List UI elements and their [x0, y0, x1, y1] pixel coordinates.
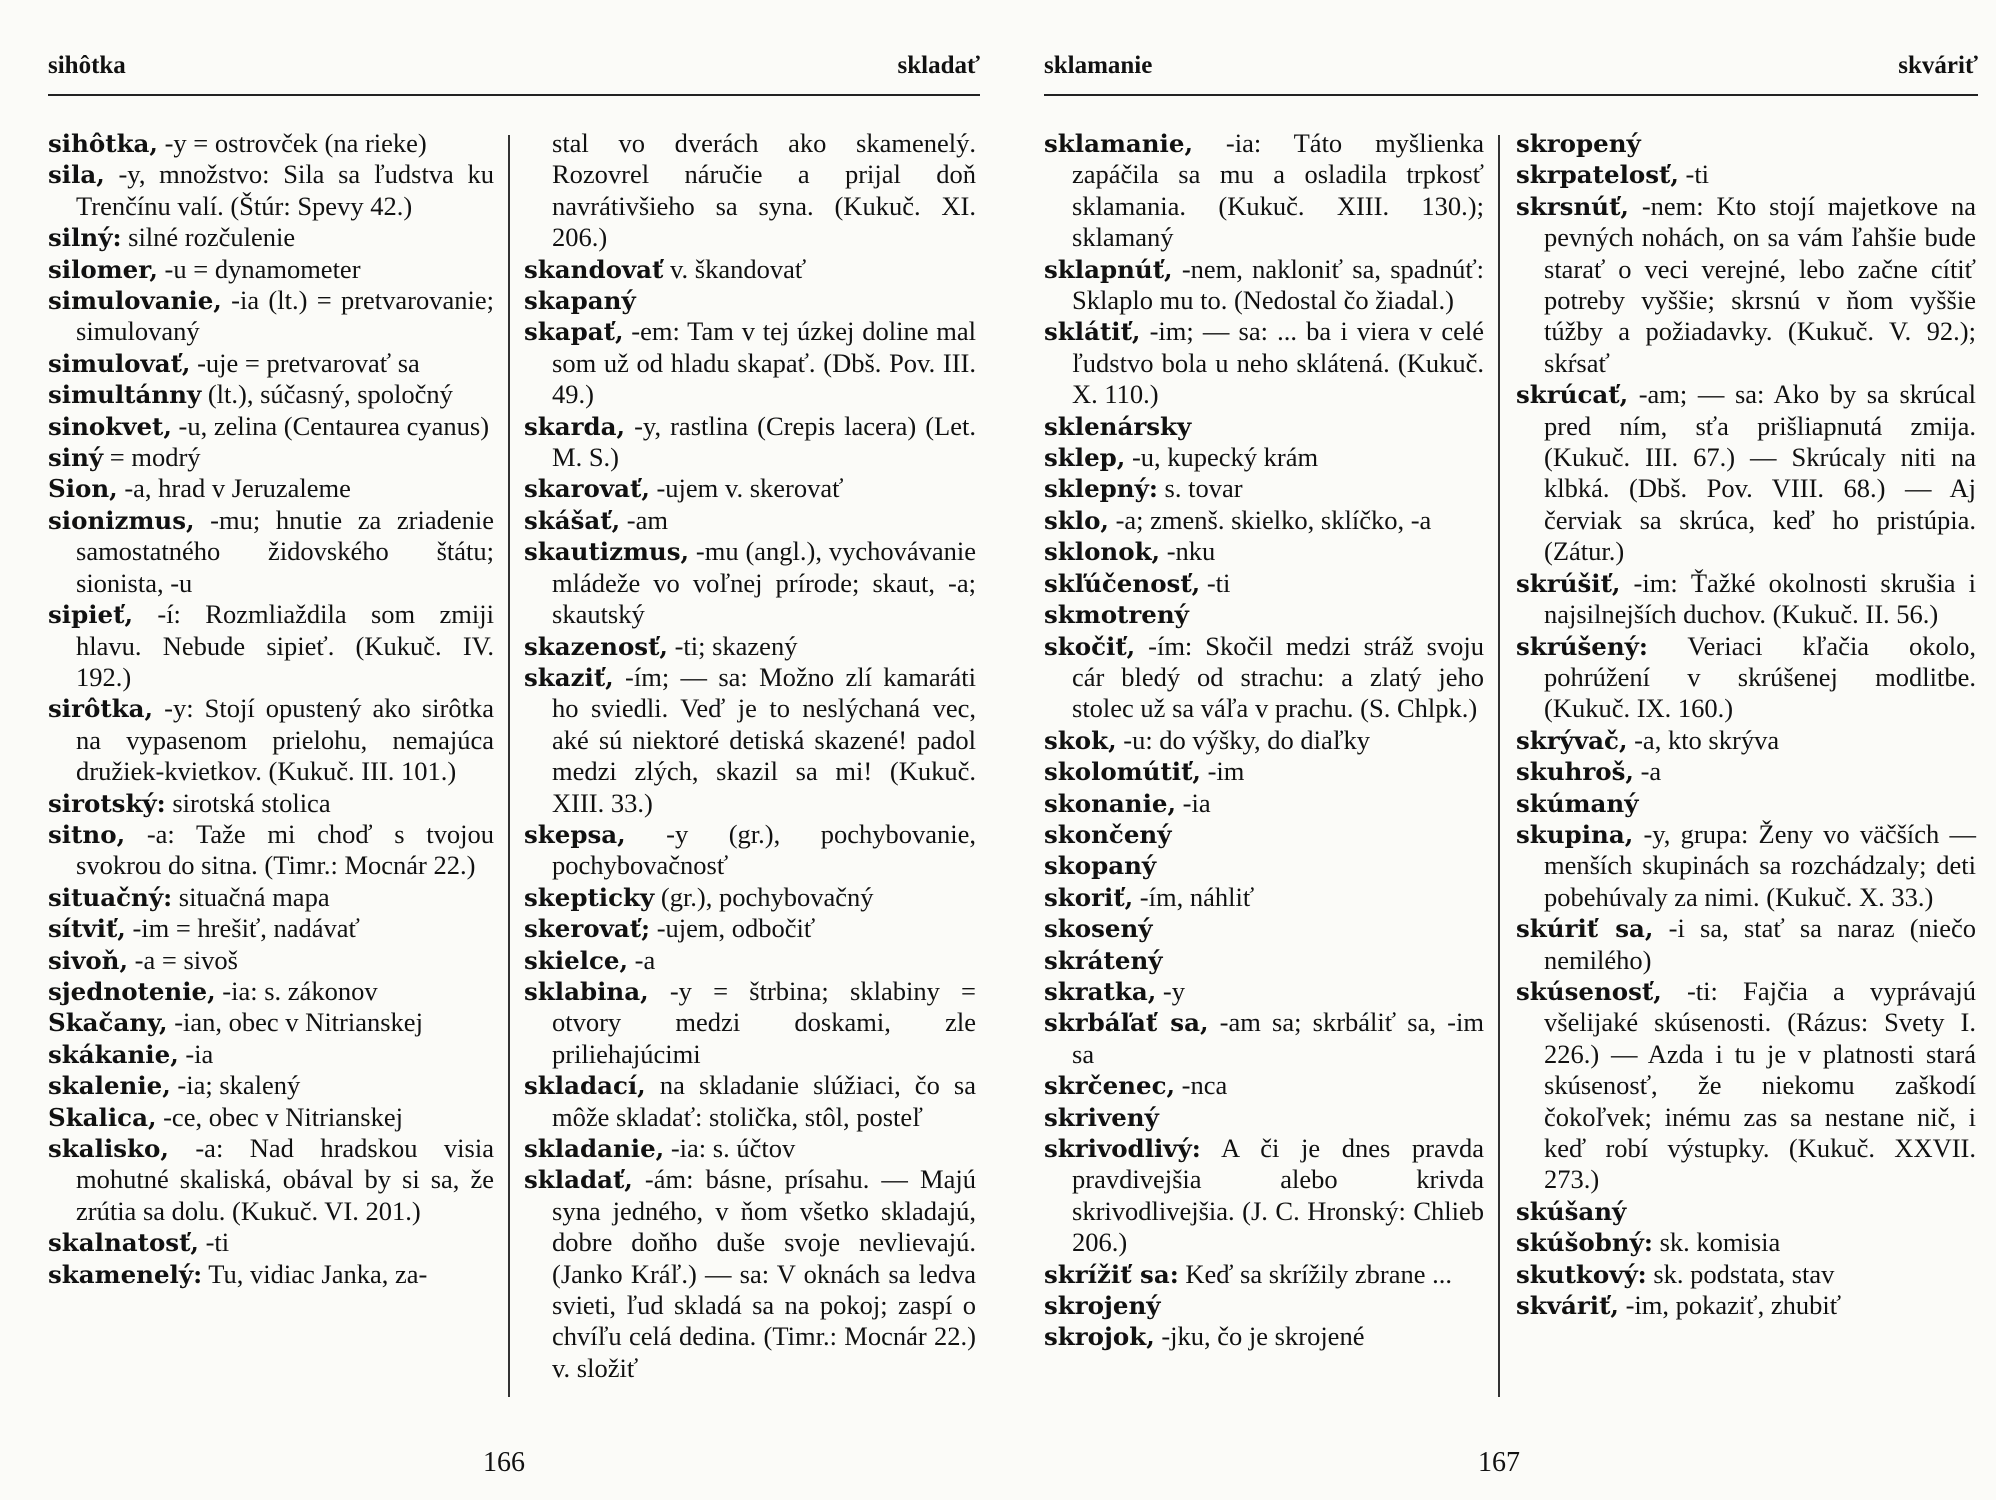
entry-definition: -y (gr.), pochybovanie, pochybovačnosť	[552, 818, 976, 881]
entry-definition: sirotská stolica	[165, 787, 331, 818]
entry-headword: skapať,	[524, 317, 624, 347]
entry-definition: -ti; skazený	[667, 630, 798, 661]
entry-definition: -am sa; skrbáliť sa, -im sa	[1072, 1007, 1484, 1069]
header-last-word: skváriť	[1898, 52, 1978, 79]
entry-headword: sinokvet,	[48, 411, 172, 441]
entry-definition: sk. podstata, stav	[1646, 1258, 1835, 1289]
entry-definition: -ím, náhliť	[1133, 881, 1255, 912]
header-first-word: sklamanie	[1044, 52, 1153, 79]
dictionary-entry	[524, 316, 976, 410]
entry-definition: -u = dynamometer	[157, 253, 361, 284]
entry-headword: skúšobný:	[1516, 1228, 1653, 1258]
entry-definition: -ujem, odbočiť	[650, 913, 816, 944]
dictionary-entry	[1044, 756, 1484, 787]
entry-definition: -ujem v. skerovať	[649, 473, 844, 504]
entry-headword: skrsnúť,	[1516, 191, 1629, 221]
dictionary-entry	[1044, 599, 1484, 630]
entry-headword: skrčenec,	[1044, 1071, 1176, 1101]
entry-headword: sklep,	[1044, 443, 1126, 473]
entry-headword: skľúčenosť,	[1044, 568, 1201, 598]
entry-headword: Sion,	[48, 474, 118, 504]
dictionary-entry	[1044, 1290, 1484, 1321]
entry-headword: skrbáľať sa,	[1044, 1008, 1209, 1038]
entry-headword: skepticky	[524, 882, 655, 912]
entry-headword: skúmaný	[1516, 788, 1639, 818]
column-divider	[1498, 135, 1500, 1397]
dictionary-entry	[524, 819, 976, 882]
entry-definition: -nem: Kto stojí majetkove na pevných nohách, on sa vám ľahšie bude starať o veci verejné, lebo začne cítiť potreby vyššie; skrsnú v ňom vyššie túžby a požiadavky. (Kukuč. V. 92.); skŕsať	[1544, 190, 1976, 378]
dictionary-entry	[1044, 945, 1484, 976]
dictionary-entry	[524, 505, 976, 536]
entry-definition: -a = sivoš	[128, 944, 238, 975]
entry-definition: -y	[1156, 975, 1185, 1006]
entry-headword: skupina,	[1516, 819, 1634, 849]
entry-headword: sklo,	[1044, 505, 1109, 535]
dictionary-entry	[524, 631, 976, 662]
dictionary-entry	[48, 1259, 494, 1290]
entry-headword: sklenársky	[1044, 411, 1192, 441]
header-first-word: sihôtka	[48, 52, 126, 79]
entry-definition: -nca	[1175, 1070, 1228, 1101]
running-head	[48, 52, 980, 92]
column-divider	[508, 135, 510, 1397]
dictionary-entry	[524, 976, 976, 1070]
entry-definition: -ti: Fajčia a vyprávajú všelijaké skúsenosti. (Rázus: Svety I. 226.) — Azda i tu je v platnosti stará skúsenosť, že niekomu zaškodí čokoľvek; inému zas sa nestane nič, i keď robí výstupky. (Kukuč. XXVII. 273.)	[1544, 975, 1976, 1195]
dictionary-entry	[1516, 191, 1976, 379]
entry-definition: situačná mapa	[172, 881, 330, 912]
entry-headword: skladanie,	[524, 1134, 665, 1163]
entry-definition: na skladanie slúžiaci, čo sa môže skladať: stolička, stôl, posteľ	[552, 1070, 976, 1132]
entry-definition: -a: Nad hradskou visia mohutné skaliská, obával by si sa, že zrútia sa dolu. (Kukuč. VI. 201.)	[76, 1133, 494, 1226]
entry-headword: skladací,	[524, 1071, 646, 1101]
dictionary-entry	[1044, 1070, 1484, 1101]
entry-headword: sklepný:	[1044, 474, 1158, 504]
entry-headword: skočiť,	[1044, 631, 1136, 661]
entry-headword: skaziť,	[524, 662, 614, 692]
dictionary-entry	[48, 159, 494, 222]
dictionary-entry	[1044, 850, 1484, 881]
entry-headword: skamenelý:	[48, 1259, 203, 1289]
entry-definition: -y: Stojí opustený ako sirôtka na vypasenom prielohu, nemajúca družiek-kvietkov. (Kukuč. III. 101.)	[76, 693, 494, 787]
dictionary-entry	[1516, 379, 1976, 567]
entry-headword: sklamanie,	[1044, 129, 1193, 158]
entry-definition: -mu; hnutie za zriadenie samostatného židovského štátu; sionista, -u	[76, 504, 494, 598]
dictionary-entry	[1044, 631, 1484, 725]
dictionary-entry	[1516, 1290, 1976, 1321]
entry-headword: skmotrený	[1044, 600, 1189, 630]
dictionary-entry	[1516, 819, 1976, 913]
entry-definition: -im = hrešiť, nadávať	[125, 913, 360, 944]
entry-headword: skepsa,	[524, 819, 626, 849]
entry-headword: skarda,	[524, 411, 626, 441]
entry-definition: -a	[1633, 756, 1662, 787]
dictionary-entry	[1516, 788, 1976, 819]
dictionary-entry	[48, 882, 494, 913]
dictionary-entry	[524, 536, 976, 630]
entry-headword: skrúcať,	[1516, 380, 1629, 410]
dictionary-entry	[48, 976, 494, 1007]
dictionary-entry	[1516, 913, 1976, 976]
entry-headword: silomer,	[48, 254, 158, 284]
dictionary-entry	[48, 473, 494, 504]
entry-headword: skandovať	[524, 254, 664, 284]
dictionary-entry	[524, 1070, 976, 1133]
entry-headword: simulovať,	[48, 348, 191, 378]
entry-headword: skosený	[1044, 914, 1153, 944]
dictionary-entry	[1044, 316, 1484, 410]
entry-definition: -im: Ťažké okolnosti skrušia i najsilnejších duchov. (Kukuč. II. 56.)	[1544, 567, 1976, 630]
entry-definition: -í: Rozmliaždila som zmiji hlavu. Nebude sipieť. (Kukuč. IV. 192.)	[76, 599, 494, 692]
entry-definition: -y = ostrovček (na rieke)	[157, 128, 427, 158]
header-last-word: skladať	[897, 52, 980, 79]
entry-headword: skúsenosť,	[1516, 976, 1662, 1006]
column-left	[1044, 128, 1484, 1353]
entry-headword: skonanie,	[1044, 788, 1177, 818]
dictionary-entry	[48, 128, 494, 159]
entry-headword: sitno,	[48, 819, 126, 849]
dictionary-entry	[48, 1007, 494, 1038]
dictionary-entry	[48, 693, 494, 787]
entry-definition: -jku, čo je skrojené	[1154, 1321, 1365, 1352]
entry-headword: skúšaný	[1516, 1196, 1627, 1226]
dictionary-entry	[1044, 788, 1484, 819]
dictionary-entry	[1044, 1321, 1484, 1352]
entry-headword: Skalica,	[48, 1102, 157, 1132]
entry-headword: Skačany,	[48, 1008, 168, 1038]
column-left	[48, 128, 494, 1290]
dictionary-entry	[48, 819, 494, 882]
dictionary-entry	[524, 254, 976, 285]
entry-definition: -ia: s. zákonov	[215, 975, 378, 1006]
entry-headword: skrojený	[1044, 1291, 1161, 1321]
entry-definition: Veriaci kľačia okolo, pohrúžení v skrúšenej modlitbe. (Kukuč. IX. 160.)	[1544, 630, 1976, 724]
entry-definition: -ia: s. účtov	[664, 1133, 796, 1163]
entry-definition: Tu, vidiac Janka, za-	[202, 1258, 428, 1289]
running-head	[1044, 52, 1978, 92]
entry-definition: -ce, obec v Nitrianskej	[156, 1101, 403, 1132]
dictionary-entry	[48, 442, 494, 473]
entry-headword: skášať,	[524, 505, 621, 535]
entry-headword: skerovať;	[524, 914, 651, 944]
dictionary-entry	[1516, 976, 1976, 1196]
entry-headword: skrpatelosť,	[1516, 160, 1679, 190]
dictionary-entry	[1044, 536, 1484, 567]
entry-headword: skarovať,	[524, 474, 650, 504]
entry-headword: skalnatosť,	[48, 1228, 199, 1258]
entry-headword: skok,	[1044, 725, 1117, 755]
entry-definition: -ia	[178, 1038, 214, 1069]
entry-definition: -a: Taže mi choď s tvojou svokrou do sitna. (Timr.: Mocnár 22.)	[76, 818, 494, 881]
entry-headword: siný	[48, 443, 104, 473]
entry-headword: skuhroš,	[1516, 757, 1634, 787]
entry-definition: -a; zmenš. skielko, sklíčko, -a	[1108, 504, 1432, 535]
dictionary-entry	[1044, 473, 1484, 504]
entry-definition: -ia	[1176, 787, 1211, 818]
dictionary-entry	[1044, 128, 1484, 254]
entry-definition: -im	[1200, 756, 1245, 787]
dictionary-entry	[1516, 1196, 1976, 1227]
entry-headword: skrúšiť,	[1516, 568, 1621, 598]
dictionary-entry	[1044, 819, 1484, 850]
dictionary-entry	[524, 128, 976, 254]
dictionary-entry	[48, 379, 494, 410]
entry-definition: Keď sa skrížily zbrane ...	[1178, 1258, 1452, 1289]
dictionary-entry	[1516, 159, 1976, 190]
entry-headword: skladať,	[524, 1165, 633, 1195]
entry-definition: -ím; — sa: Možno zlí kamaráti ho sviedli. Veď je to neslýchaná vec, aké sú niektoré detiská skazené! padol medzi zlých, skazil sa mi! (Kukuč. XIII. 33.)	[552, 661, 976, 818]
entry-definition: -a, kto skrýva	[1627, 724, 1780, 755]
entry-headword: sivoň,	[48, 945, 129, 975]
entry-definition: -nem, nakloniť sa, spadnúť: Sklaplo mu to. (Nedostal čo žiadal.)	[1072, 253, 1484, 316]
dictionary-entry	[48, 1070, 494, 1101]
dictionary-entry	[1516, 725, 1976, 756]
header-rule	[48, 94, 980, 96]
entry-definition: -am; — sa: Ako by sa skrúcal pred ním, sťa prišliapnutá zmija. (Kukuč. III. 67.) — Skrúcaly niti na klbká. (Dbš. Pov. VIII. 68.) — Aj červiak sa skrúca, keď ho pristúpia. (Zátur.)	[1544, 379, 1976, 567]
entry-definition: -u, zelina (Centaurea cyanus)	[171, 410, 490, 441]
entry-headword: sipieť,	[48, 600, 133, 630]
entry-definition: (gr.), pochybovačný	[654, 881, 874, 912]
entry-headword: skratka,	[1044, 976, 1157, 1006]
entry-headword: sirotský:	[48, 788, 166, 818]
dictionary-entry	[524, 882, 976, 913]
entry-definition: -a, hrad v Jeruzaleme	[117, 473, 351, 504]
dictionary-entry	[1516, 756, 1976, 787]
entry-headword: skazenosť,	[524, 631, 668, 661]
entry-headword: sklátiť,	[1044, 317, 1141, 347]
entry-headword: skrúšený:	[1516, 631, 1648, 661]
entry-definition: -ia: Táto myšlienka zapáčila sa mu a osladila trpkosť sklamania. (Kukuč. XIII. 130.); sklamaný	[1072, 128, 1484, 253]
column-right	[1516, 128, 1976, 1321]
entry-headword: situačný:	[48, 882, 173, 912]
dictionary-entry	[524, 1164, 976, 1384]
column-right	[524, 128, 976, 1384]
entry-definition: -em: Tam v tej úzkej doline mal som už od hladu skapať. (Dbš. Pov. III. 49.)	[552, 316, 976, 410]
entry-headword: sila,	[48, 160, 105, 190]
entry-definition: -ím: Skočil medzi stráž svoju cár bledý od strachu: a zlatý jeho stolec už sa váľa v prachu. (S. Chlpk.)	[1072, 630, 1484, 724]
entry-headword: skváriť,	[1516, 1291, 1619, 1321]
entry-definition: -y, rastlina (Crepis lacera) (Let. M. S.)	[552, 410, 976, 473]
dictionary-entry	[1044, 1259, 1484, 1290]
dictionary-entry	[1044, 976, 1484, 1007]
entry-definition: s. tovar	[1157, 473, 1243, 504]
entry-headword: skolomútiť,	[1044, 757, 1201, 787]
dictionary-entry	[48, 945, 494, 976]
dictionary-entry	[524, 913, 976, 944]
dictionary-entry	[48, 599, 494, 693]
entry-headword: sklapnúť,	[1044, 254, 1173, 284]
right-page	[998, 0, 1996, 1500]
dictionary-entry	[1516, 631, 1976, 725]
entry-headword: skropený	[1516, 129, 1641, 158]
dictionary-entry	[1044, 568, 1484, 599]
entry-headword: sítviť,	[48, 914, 126, 944]
header-rule	[1044, 94, 1978, 96]
dictionary-entry	[524, 473, 976, 504]
entry-headword: skalenie,	[48, 1071, 171, 1101]
dictionary-entry	[48, 1133, 494, 1227]
entry-definition: = modrý	[103, 442, 201, 473]
entry-headword: sjednotenie,	[48, 976, 216, 1006]
dictionary-entry	[524, 411, 976, 474]
entry-definition: -ti	[198, 1227, 230, 1258]
dictionary-entry	[1516, 568, 1976, 631]
entry-headword: skákanie,	[48, 1039, 179, 1069]
dictionary-entry	[1044, 1007, 1484, 1070]
entry-definition: -im; — sa: ... ba i viera v celé ľudstvo bola u neho sklátená. (Kukuč. X. 110.)	[1072, 316, 1484, 410]
entry-headword: skrížiť sa:	[1044, 1259, 1179, 1289]
entry-headword: skautizmus,	[524, 537, 690, 567]
entry-headword: sklonok,	[1044, 537, 1161, 567]
dictionary-entry	[524, 662, 976, 819]
entry-definition: -uje = pretvarovať sa	[190, 347, 420, 378]
entry-definition: -ia; skalený	[170, 1070, 301, 1101]
entry-definition: (lt.), súčasný, spoločný	[201, 379, 453, 410]
dictionary-entry	[1516, 1259, 1976, 1290]
entry-headword: skrivený	[1044, 1102, 1159, 1132]
entry-definition: -y, grupa: Ženy vo väčších — menších skupinách sa rozchádzaly; deti pobehúvaly za nimi. (Kukuč. X. 33.)	[1544, 818, 1976, 912]
dictionary-entry	[1044, 1133, 1484, 1259]
dictionary-entry	[48, 348, 494, 379]
entry-headword: skrátený	[1044, 945, 1163, 975]
entry-definition: -mu (angl.), vychovávanie mládeže vo voľnej prírode; skaut, -a; skautský	[552, 536, 976, 630]
entry-definition: -nku	[1160, 536, 1216, 567]
entry-definition: -ám: básne, prísahu. — Majú syna jedného, v ňom všetko skladajú, dobre doňho duše svoje nevlievajú. (Janko Kráľ.) — sa: V oknách sa ledva svieti, ľud skladá sa na pokoj; zaspí o chvíľu celá dedina. (Timr.: Mocnár 22.) v. složiť	[552, 1164, 976, 1383]
entry-definition: -ti	[1678, 159, 1710, 190]
entry-definition: -ti	[1200, 567, 1231, 598]
entry-headword: skúriť sa,	[1516, 914, 1654, 944]
dictionary-entry	[1044, 913, 1484, 944]
dictionary-entry	[1044, 505, 1484, 536]
entry-headword: skoriť,	[1044, 882, 1134, 912]
dictionary-entry	[48, 1227, 494, 1258]
entry-headword: skrojok,	[1044, 1322, 1155, 1352]
dictionary-entry	[1044, 1102, 1484, 1133]
dictionary-entry	[1044, 442, 1484, 473]
entry-definition: silné rozčulenie	[121, 222, 296, 253]
dictionary-entry	[48, 1039, 494, 1070]
dictionary-entry	[48, 505, 494, 599]
dictionary-entry	[1044, 882, 1484, 913]
entry-definition: -y = štrbina; sklabiny = otvory medzi doskami, zle priliehajúcimi	[552, 975, 976, 1069]
entry-headword: skončený	[1044, 819, 1172, 849]
dictionary-entry	[48, 254, 494, 285]
entry-definition: -im, pokaziť, zhubiť	[1618, 1290, 1842, 1321]
dictionary-entry	[524, 285, 976, 316]
page-number: 167	[1478, 1447, 1520, 1478]
dictionary-entry	[48, 285, 494, 348]
dictionary-entry	[1516, 1227, 1976, 1258]
entry-headword: sionizmus,	[48, 505, 195, 535]
dictionary-entry	[48, 1102, 494, 1133]
entry-headword: skutkový:	[1516, 1259, 1647, 1289]
entry-definition: -ian, obec v Nitrianskej	[167, 1007, 423, 1038]
dictionary-entry	[1044, 411, 1484, 442]
entry-definition: A či je dnes pravda pravdivejšia alebo krivda skrivodlivejšia. (J. C. Hronský: Chlieb 206.)	[1072, 1133, 1484, 1258]
entry-definition: sk. komisia	[1652, 1227, 1781, 1258]
entry-definition: -ia (lt.) = pretvarovanie; simulovaný	[76, 285, 494, 347]
entry-headword: sklabina,	[524, 976, 649, 1006]
entry-definition: stal vo dverách ako skamenelý. Rozovrel náručie a prijal doň navrátivšieho sa syna. (Kukuč. XI. 206.)	[552, 128, 976, 253]
dictionary-entry	[48, 411, 494, 442]
dictionary-entry	[1044, 254, 1484, 317]
entry-headword: sihôtka,	[48, 129, 158, 158]
entry-headword: simultánny	[48, 380, 202, 410]
dictionary-entry	[524, 945, 976, 976]
entry-headword: sirôtka,	[48, 694, 154, 724]
entry-headword: skrývač,	[1516, 725, 1628, 755]
entry-headword: skapaný	[524, 286, 636, 316]
entry-headword: skalisko,	[48, 1134, 169, 1163]
entry-definition: -u: do výšky, do diaľky	[1116, 724, 1371, 755]
entry-definition: -u, kupecký krám	[1125, 442, 1319, 473]
entry-definition: v. škandovať	[663, 253, 807, 284]
entry-definition: -y, množstvo: Sila sa ľudstva ku Trenčínu valí. (Štúr: Spevy 42.)	[76, 159, 494, 221]
dictionary-entry	[524, 1133, 976, 1164]
dictionary-entry	[1044, 725, 1484, 756]
entry-headword: silný:	[48, 223, 122, 253]
dictionary-entry	[1516, 128, 1976, 159]
dictionary-entry	[48, 913, 494, 944]
page-number: 166	[483, 1447, 525, 1478]
entry-headword: skielce,	[524, 945, 629, 975]
entry-headword: simulovanie,	[48, 286, 222, 316]
entry-definition: -am	[620, 504, 668, 535]
entry-headword: skopaný	[1044, 851, 1157, 881]
entry-headword: skrivodlivý:	[1044, 1134, 1201, 1163]
entry-definition: -a	[628, 944, 656, 975]
dictionary-entry	[48, 788, 494, 819]
entry-definition: -i sa, stať sa naraz (niečo nemilého)	[1544, 913, 1977, 975]
dictionary-entry	[48, 222, 494, 253]
